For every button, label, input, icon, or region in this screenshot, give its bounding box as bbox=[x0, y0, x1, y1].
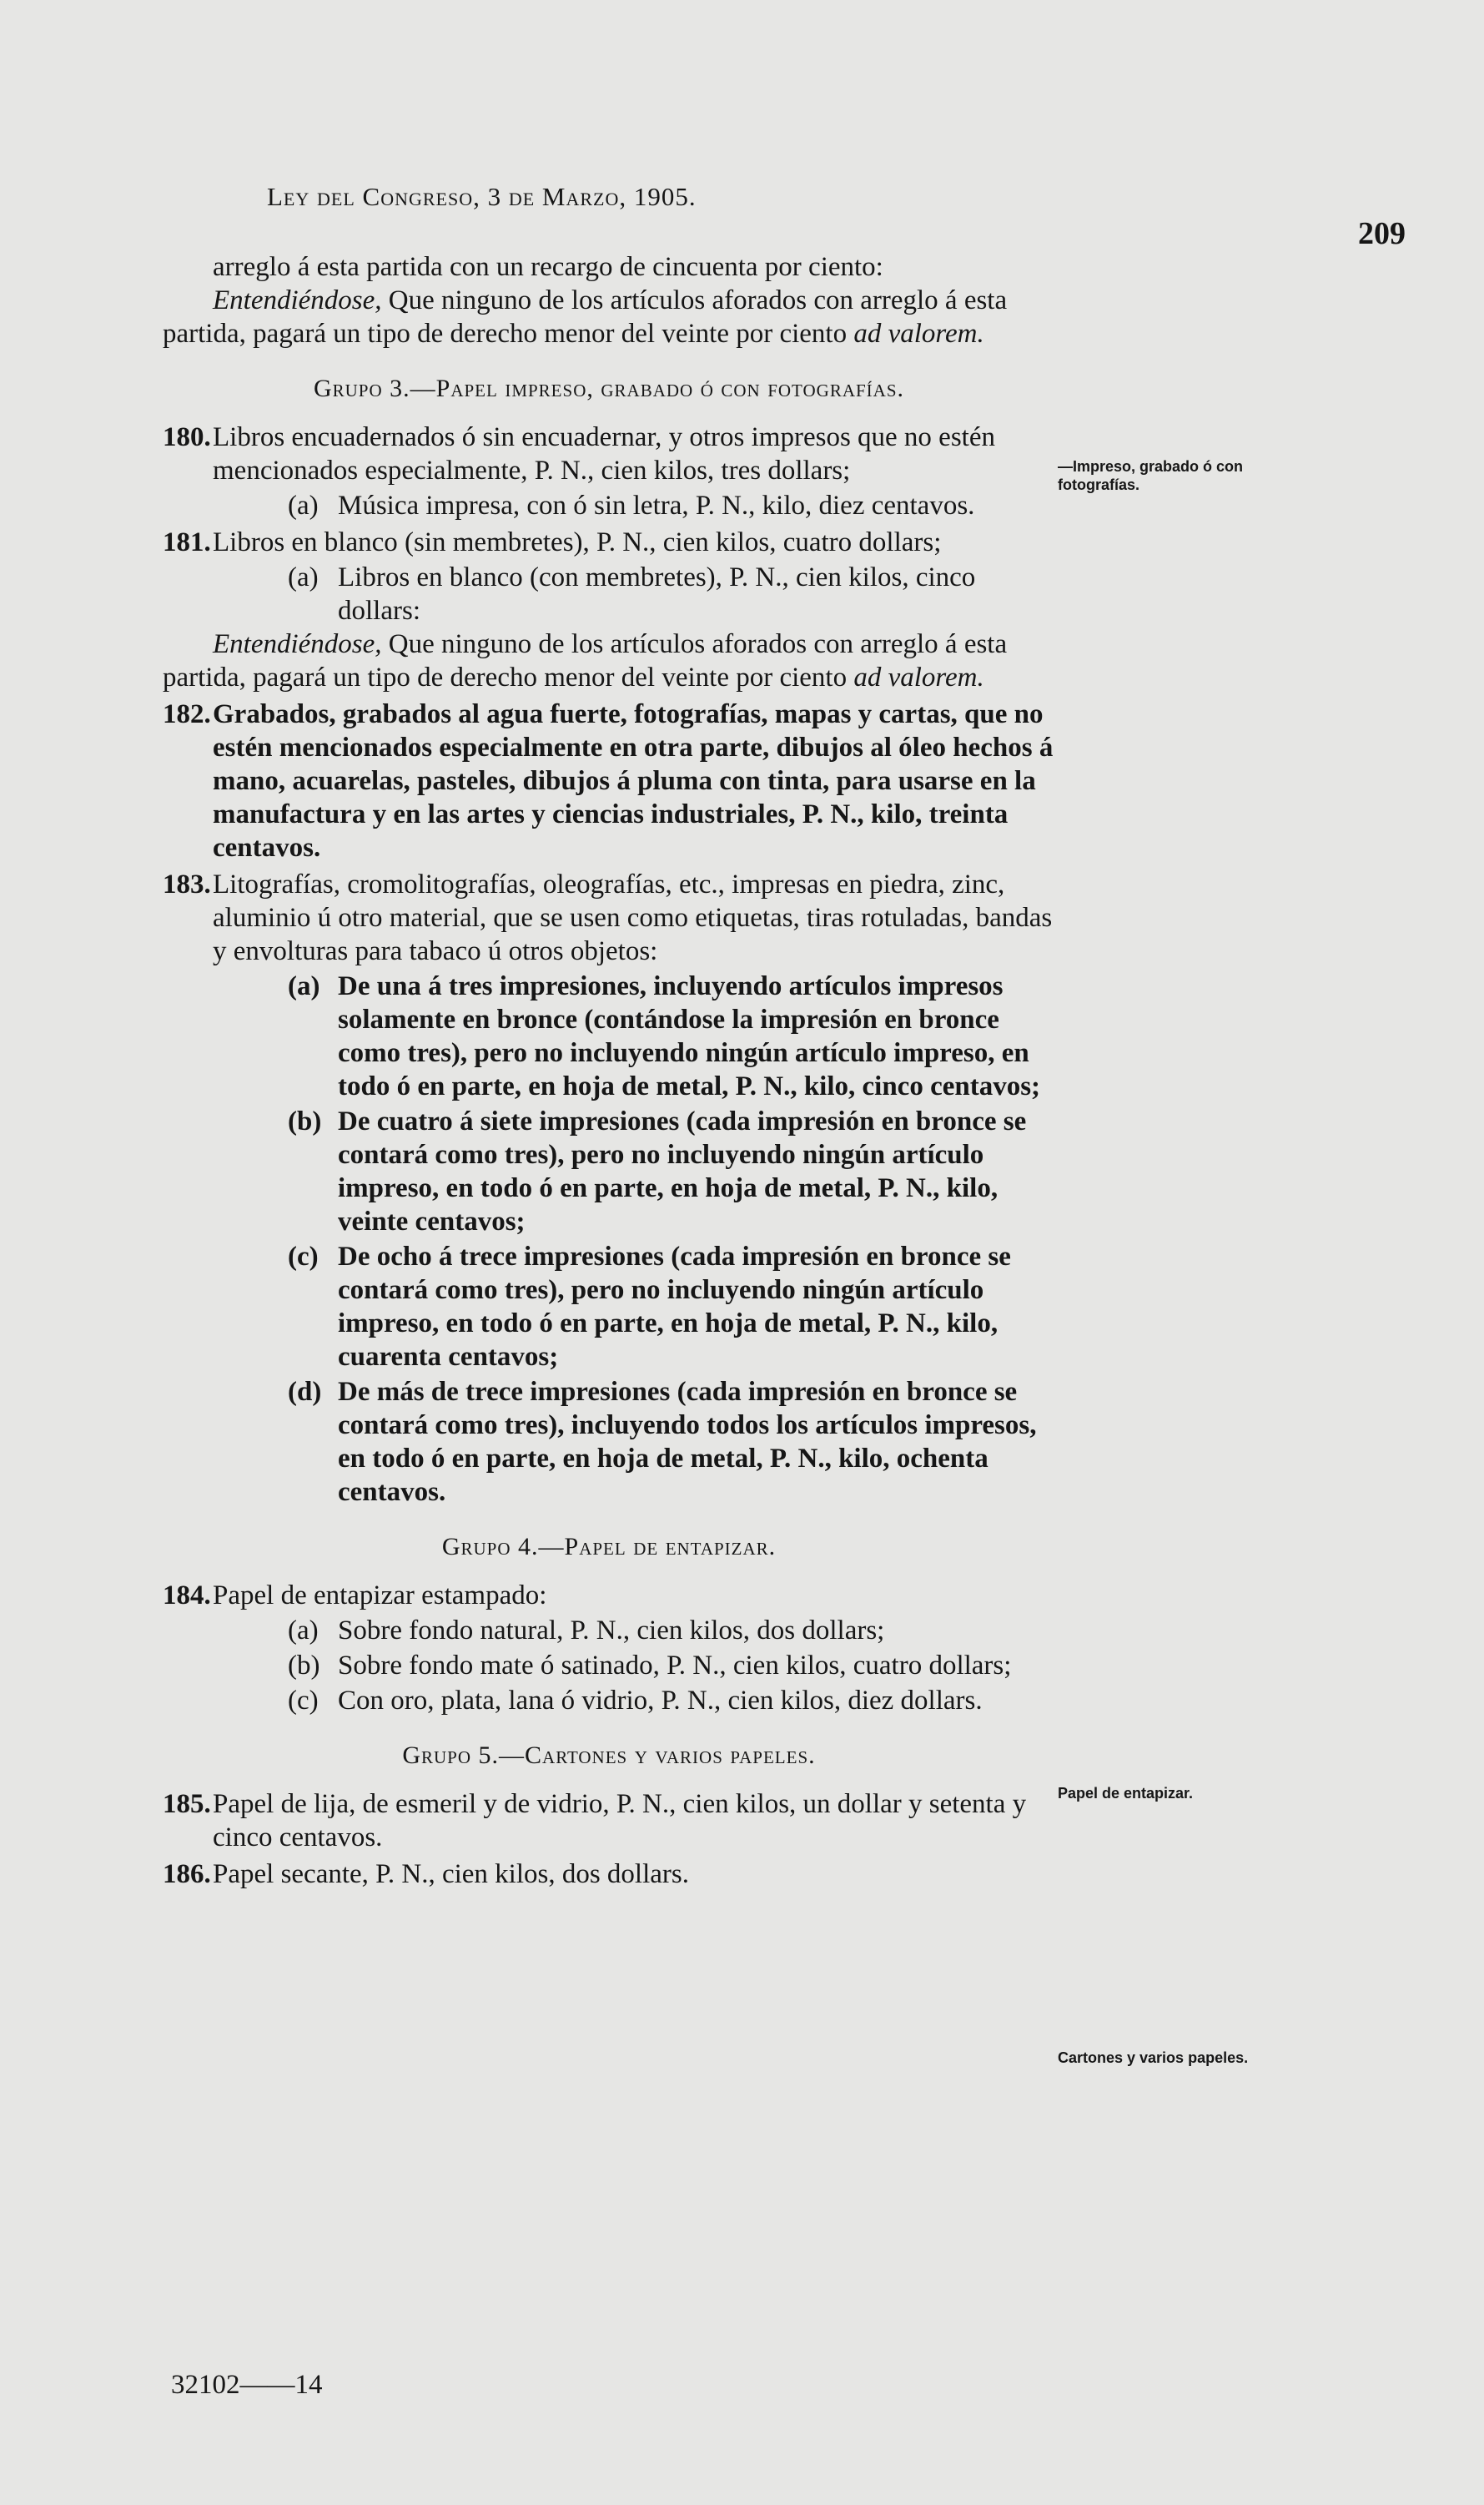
sub-text: Música impresa, con ó sin letra, P. N., kilo, diez centavos. bbox=[338, 491, 975, 521]
proviso-lead: Entendiéndose, bbox=[213, 285, 382, 315]
item-184-c bbox=[163, 1684, 1055, 1717]
sub-label: (d) bbox=[288, 1377, 322, 1407]
item-182 bbox=[163, 698, 1055, 864]
proviso-text: Que ninguno de los artículos aforados con arreglo á esta partida, pagará un tipo de derecho menor del veinte por ciento bbox=[163, 285, 1008, 349]
margin-note-group-5: Cartones y varios papeles. bbox=[1058, 2049, 1249, 2066]
proviso-italic: ad valorem. bbox=[853, 319, 984, 349]
sub-label: (a) bbox=[288, 971, 320, 1001]
item-text: Libros encuadernados ó sin encuadernar, y otros impresos que no estén mencionados especialmente, P. N., cien kilos, tres dollars; bbox=[213, 422, 995, 486]
main-text bbox=[163, 250, 1055, 1891]
margin-note-group-3: —Impreso, grabado ó con fotografías. bbox=[1058, 458, 1244, 493]
proviso-italic: ad valorem. bbox=[853, 663, 984, 693]
sub-label: (a) bbox=[288, 562, 319, 592]
item-183-c bbox=[163, 1240, 1055, 1373]
margin-note-group-4: Papel de entapizar. bbox=[1058, 1785, 1194, 1802]
sub-text: De más de trece impresiones (cada impresión en bronce se contará como tres), incluyendo todos los artículos impresos, en todo ó en parte, en hoja de metal, P. N., kilo, ochenta centavos. bbox=[338, 1377, 1037, 1507]
item-183-b bbox=[163, 1105, 1055, 1238]
sub-label: (b) bbox=[288, 1106, 322, 1137]
item-180-a bbox=[163, 489, 1055, 522]
item-text: Grabados, grabados al agua fuerte, fotografías, mapas y cartas, que no estén mencionados especialmente en otra parte, dibujos al óleo hechos á mano, acuarelas, pasteles, dibujos á pluma con tinta, para usarse en la manufactura y en las artes y ciencias industriales, P. N., kilo, treinta centavos. bbox=[213, 699, 1054, 863]
item-number: 183. bbox=[163, 869, 211, 900]
group-3-title: Grupo 3.—Papel impreso, grabado ó con fotografías. bbox=[313, 375, 905, 402]
item-185 bbox=[163, 1787, 1055, 1854]
sub-text: De una á tres impresiones, incluyendo artículos impresos solamente en bronce (contándose la impresión en bronce como tres), pero no incluyendo ningún artículo impreso, en todo ó en parte, en hoja de metal, P. N., kilo, cinco centavos; bbox=[338, 971, 1041, 1101]
printer-signature: 32102——14 bbox=[171, 2370, 323, 2400]
continuation-line: arreglo á esta partida con un recargo de cincuenta por ciento: bbox=[213, 252, 883, 282]
page-number: 209 bbox=[1358, 216, 1406, 251]
item-184 bbox=[163, 1579, 1055, 1612]
proviso-lead: Entendiéndose, bbox=[213, 629, 382, 659]
item-number: 184. bbox=[163, 1580, 211, 1610]
group-5-title: Grupo 5.—Cartones y varios papeles. bbox=[402, 1741, 816, 1769]
item-text: Litografías, cromolitografías, oleografías, etc., impresas en piedra, zinc, aluminio ú otro material, que se usen como etiquetas, tiras rotuladas, bandas y envolturas para tabaco ú otros objetos: bbox=[213, 869, 1053, 966]
sub-text: Sobre fondo mate ó satinado, P. N., cien kilos, cuatro dollars; bbox=[338, 1651, 1012, 1681]
item-number: 186. bbox=[163, 1859, 211, 1889]
sub-text: De cuatro á siete impresiones (cada impresión en bronce se contará como tres), pero no incluyendo ningún artículo impreso, en todo ó en parte, en hoja de metal, P. N., kilo, veinte centavos; bbox=[338, 1106, 1027, 1237]
item-number: 180. bbox=[163, 422, 211, 452]
item-text: Papel de lija, de esmeril y de vidrio, P. N., cien kilos, un dollar y setenta y cinco centavos. bbox=[213, 1789, 1027, 1852]
item-184-a bbox=[163, 1614, 1055, 1647]
sub-label: (b) bbox=[288, 1651, 320, 1681]
item-184-b bbox=[163, 1649, 1055, 1682]
proviso-text: Que ninguno de los artículos aforados con arreglo á esta partida, pagará un tipo de derecho menor del veinte por ciento bbox=[163, 629, 1008, 693]
item-text: Papel de entapizar estampado: bbox=[213, 1580, 547, 1610]
item-181-a bbox=[163, 561, 1055, 628]
item-number: 182. bbox=[163, 699, 211, 729]
sub-label: (c) bbox=[288, 1686, 319, 1716]
continuation-proviso bbox=[163, 284, 1055, 350]
item-183-a bbox=[163, 970, 1055, 1103]
item-181 bbox=[163, 526, 1055, 559]
item-number: 185. bbox=[163, 1789, 211, 1819]
sub-text: Con oro, plata, lana ó vidrio, P. N., cien kilos, diez dollars. bbox=[338, 1686, 983, 1716]
item-186 bbox=[163, 1857, 1055, 1891]
sub-label: (a) bbox=[288, 491, 319, 521]
item-181-proviso bbox=[163, 628, 1055, 694]
item-183 bbox=[163, 868, 1055, 968]
sub-label: (a) bbox=[288, 1615, 319, 1646]
item-text: Libros en blanco (sin membretes), P. N., cien kilos, cuatro dollars; bbox=[213, 527, 942, 557]
group-4-title: Grupo 4.—Papel de entapizar. bbox=[441, 1533, 777, 1560]
running-header: Ley del Congreso, 3 de Marzo, 1905. bbox=[267, 182, 697, 211]
sub-text: Libros en blanco (con membretes), P. N., cien kilos, cinco dollars: bbox=[338, 562, 976, 626]
sub-text: De ocho á trece impresiones (cada impresión en bronce se contará como tres), pero no incluyendo ningún artículo impreso, en todo ó en parte, en hoja de metal, P. N., kilo, cuarenta centavos; bbox=[338, 1242, 1011, 1372]
sub-label: (c) bbox=[288, 1242, 319, 1272]
item-183-d bbox=[163, 1375, 1055, 1509]
item-text: Papel secante, P. N., cien kilos, dos dollars. bbox=[213, 1859, 689, 1889]
item-180 bbox=[163, 421, 1055, 487]
item-number: 181. bbox=[163, 527, 211, 557]
sub-text: Sobre fondo natural, P. N., cien kilos, dos dollars; bbox=[338, 1615, 885, 1646]
